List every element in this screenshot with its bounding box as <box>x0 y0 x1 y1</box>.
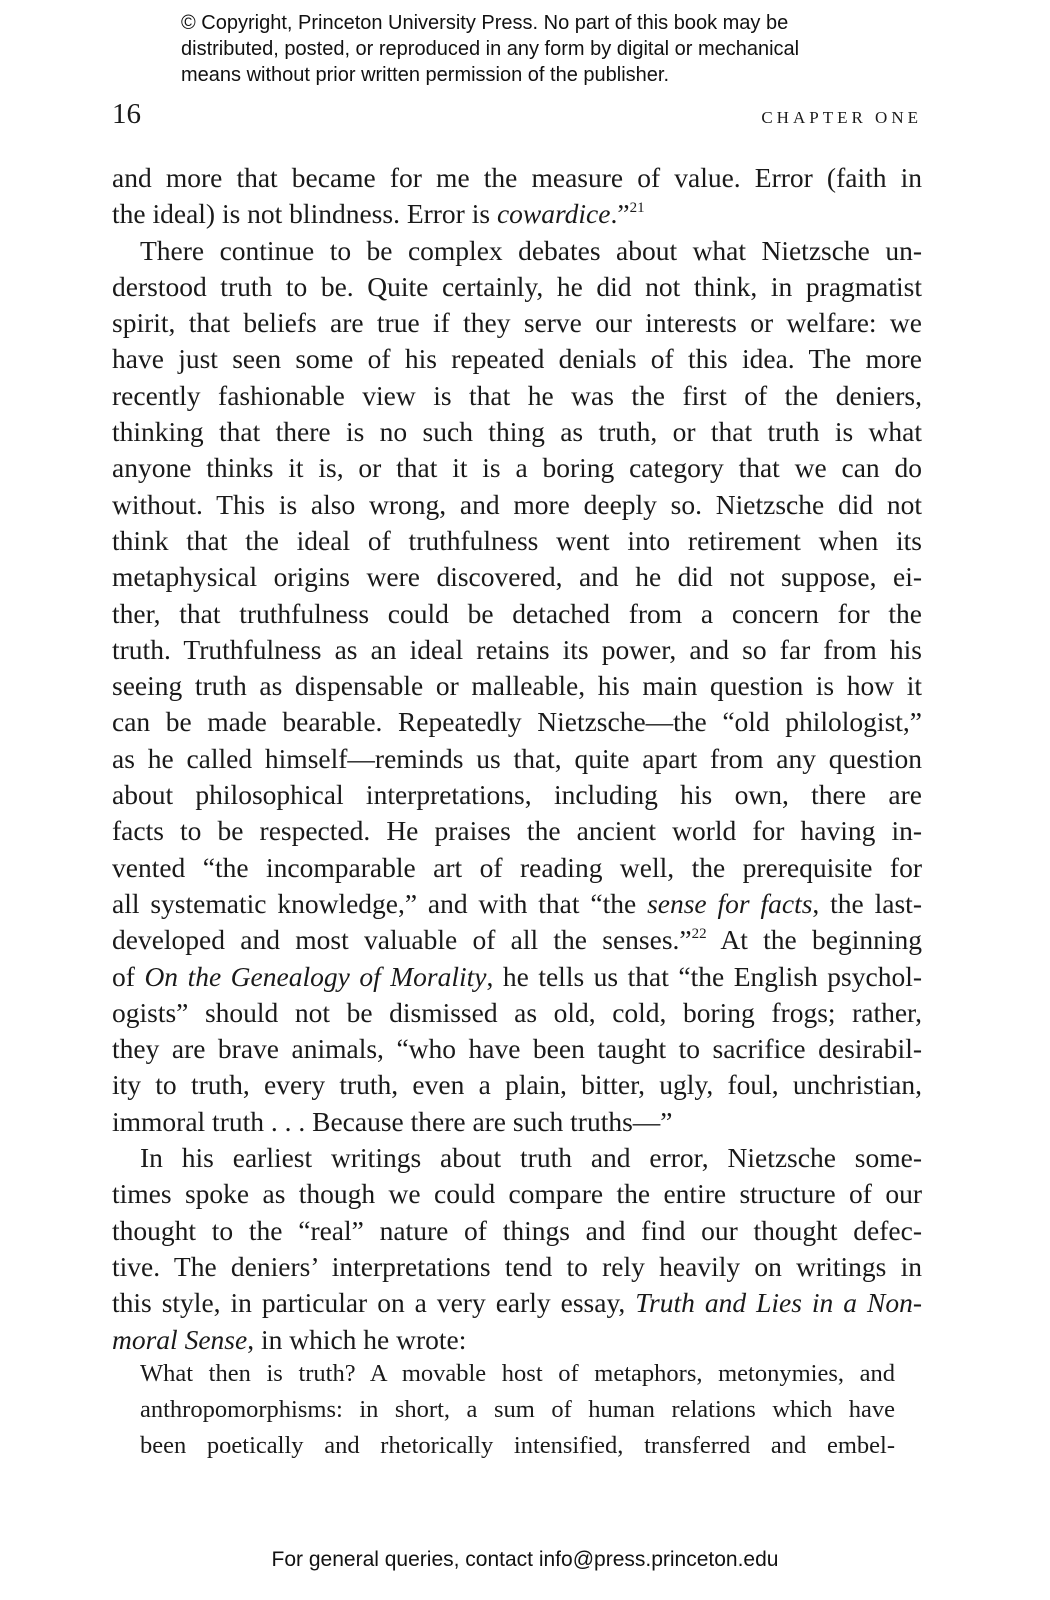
text-line: anyone thinks it is, or that it is a boring category that we can do <box>112 452 922 484</box>
quote-line: anthropomorphisms: in short, a sum of human relations which have <box>140 1396 895 1423</box>
block-quote <box>140 1356 895 1464</box>
text-line: this style, in particular on a very early essay, Truth and Lies in a Non- <box>112 1287 922 1319</box>
footnote-ref: 22 <box>691 926 707 943</box>
text-line: moral Sense, in which he wrote: <box>112 1323 467 1355</box>
running-head <box>112 98 922 138</box>
italic-text: sense for facts <box>647 887 813 919</box>
text-line: thinking that there is no such thing as truth, or that truth is what <box>112 416 922 448</box>
copyright-line: distributed, posted, or reproduced in any form by digital or mechanical <box>181 38 800 60</box>
text-line: have just seen some of his repeated denials of this idea. The more <box>112 343 922 375</box>
essay-title: moral Sense <box>112 1323 248 1355</box>
italic-text: cowardice <box>496 198 611 230</box>
text-line: they are brave animals, “who have been taught to sacrifice desirabil- <box>112 1033 922 1065</box>
text-line: ity to truth, every truth, even a plain, bitter, ugly, foul, unchristian, <box>112 1069 922 1101</box>
text-line: times spoke as though we could compare the entire structure of our <box>112 1178 922 1210</box>
text-line: all systematic knowledge,” and with that “the sense for facts, the last- <box>112 887 922 919</box>
text-line: immoral truth . . . Because there are such truths—” <box>112 1105 673 1137</box>
copyright-line: means without prior written permission of the publisher. <box>181 64 670 86</box>
body-text <box>112 160 922 1358</box>
text-line: metaphysical origins were discovered, and he did not suppose, ei- <box>112 561 922 593</box>
text-line: tive. The deniers’ interpretations tend to rely heavily on writings in <box>112 1250 922 1282</box>
text-line: recently fashionable view is that he was the first of the deniers, <box>112 379 922 411</box>
quote-line: What then is truth? A movable host of metaphors, metonymies, and <box>140 1360 895 1387</box>
chapter-title: CHAPTER ONE <box>761 108 922 127</box>
text-line: and more that became for me the measure of value. Error (faith in <box>112 162 922 193</box>
text-line: truth. Truthfulness as an ideal retains its power, and so far from his <box>112 633 922 665</box>
text-line: of On the Genealogy of Morality, he tells us that “the English psychol- <box>112 960 922 992</box>
copyright-line: © Copyright, Princeton University Press. No part of this book may be <box>181 12 789 34</box>
text-line: can be made bearable. Repeatedly Nietzsche—the “old philologist,” <box>112 706 922 738</box>
text-line: seeing truth as dispensable or malleable, his main question is how it <box>112 670 922 702</box>
page-number: 16 <box>112 98 141 130</box>
text-line: facts to be respected. He praises the ancient world for having in- <box>112 815 922 847</box>
text-line: spirit, that beliefs are true if they serve our interests or welfare: we <box>112 307 922 339</box>
text-line: In his earliest writings about truth and error, Nietzsche some- <box>140 1142 922 1174</box>
quote-line: been poetically and rhetorically intensified, transferred and embel- <box>140 1432 895 1459</box>
essay-title: Truth and Lies in a Non- <box>635 1287 922 1319</box>
footer-contact: For general queries, contact info@press.princeton.edu <box>271 1548 779 1571</box>
text-line: without. This is also wrong, and more deeply so. Nietzsche did not <box>112 488 922 520</box>
text-line: vented “the incomparable art of reading well, the prerequisite for <box>112 851 922 883</box>
text-line: the ideal) is not blindness. Error is cowardice.”$^{21}$ <box>112 198 645 230</box>
text-line: ther, that truthfulness could be detached from a concern for the <box>112 597 922 629</box>
text-line: as he called himself—reminds us that, quite apart from any question <box>112 742 922 774</box>
book-title: On the Genealogy of Morality <box>144 960 487 992</box>
copyright-notice <box>181 10 901 88</box>
text-line: derstood truth to be. Quite certainly, he did not think, in pragmatist <box>112 270 922 302</box>
text-line: developed and most valuable of all the senses.”$^{22}$ At the beginning <box>112 924 922 956</box>
text-line: about philosophical interpretations, including his own, there are <box>112 779 922 811</box>
footnote-ref: 21 <box>629 200 645 217</box>
text-line: There continue to be complex debates about what Nietzsche un- <box>140 234 922 266</box>
text-line: ogists” should not be dismissed as old, cold, boring frogs; rather, <box>112 996 922 1028</box>
text-line: think that the ideal of truthfulness went into retirement when its <box>112 524 922 556</box>
text-line: thought to the “real” nature of things and find our thought defec- <box>112 1214 922 1246</box>
